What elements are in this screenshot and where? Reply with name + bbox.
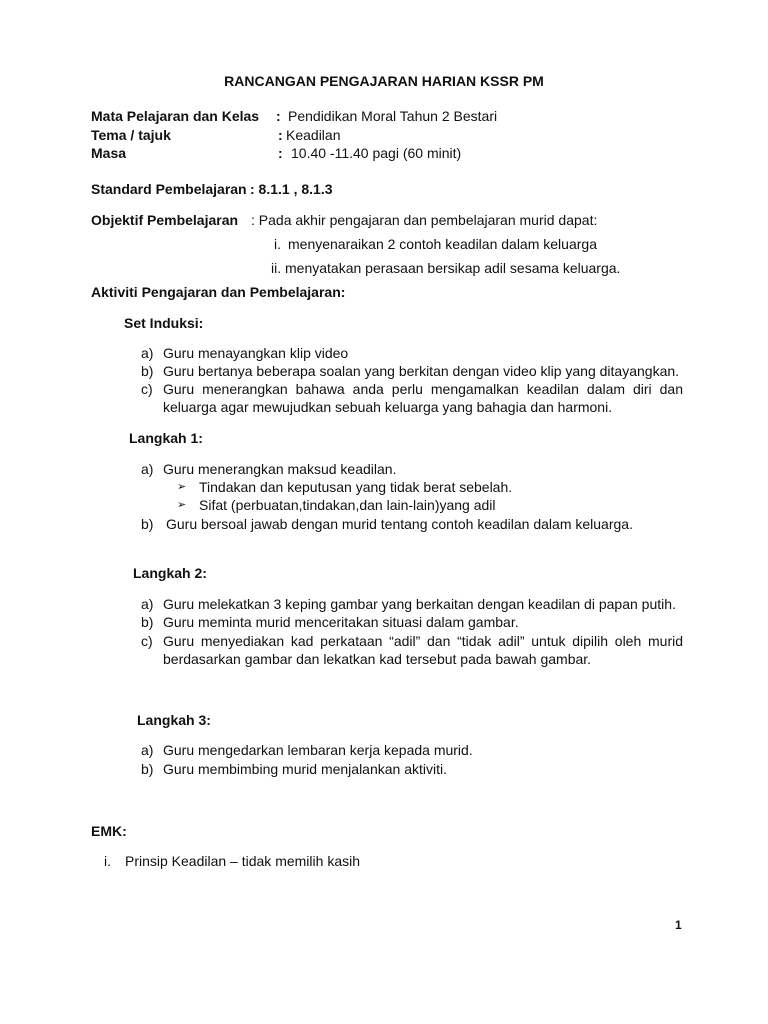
arrow-bullet-icon: ➢ bbox=[177, 481, 187, 493]
objective-item-mark: ii. bbox=[271, 260, 282, 276]
info-colon-subject: : bbox=[276, 108, 281, 124]
list-item: Guru melekatkan 3 keping gambar yang berkaitan dengan keadilan di papan putih. bbox=[163, 596, 676, 612]
list-item-line: berdasarkan gambar dan lekatkan kad tersebut pada bawah gambar. bbox=[163, 651, 592, 667]
objective-intro: : Pada akhir pengajaran dan pembelajaran murid dapat: bbox=[251, 212, 598, 228]
step3-heading: Langkah 3: bbox=[137, 712, 211, 728]
list-item: Guru menerangkan maksud keadilan. bbox=[163, 461, 397, 477]
info-value-time: 10.40 -11.40 pagi (60 minit) bbox=[291, 145, 462, 161]
list-marker: a) bbox=[141, 742, 154, 758]
list-item: Guru mengedarkan lembaran kerja kepada murid. bbox=[163, 742, 473, 758]
bullet-item: Tindakan dan keputusan yang tidak berat sebelah. bbox=[199, 479, 513, 495]
list-item: Guru bertanya beberapa soalan yang berkitan dengan video klip yang ditayangkan. bbox=[163, 363, 680, 379]
list-marker: b) bbox=[141, 761, 154, 777]
standard-label: Standard Pembelajaran bbox=[91, 181, 247, 197]
list-marker: c) bbox=[141, 633, 153, 649]
set-induksi-heading: Set Induksi: bbox=[124, 315, 204, 331]
list-item: Guru membimbing murid menjalankan aktiviti. bbox=[163, 761, 447, 777]
page-number: 1 bbox=[675, 918, 682, 932]
list-item: Guru menayangkan klip video bbox=[163, 345, 349, 361]
list-marker: b) bbox=[141, 516, 154, 532]
list-marker: b) bbox=[141, 363, 154, 379]
list-item: Guru bersoal jawab dengan murid tentang contoh keadilan dalam keluarga. bbox=[166, 516, 633, 532]
objective-item-text: menyenaraikan 2 contoh keadilan dalam keluarga bbox=[288, 236, 597, 252]
objective-item-text: menyatakan perasaan bersikap adil sesama keluarga. bbox=[285, 260, 621, 276]
list-item: Guru meminta murid menceritakan situasi dalam gambar. bbox=[163, 614, 519, 630]
standard-value: : 8.1.1 , 8.1.3 bbox=[250, 181, 333, 197]
list-item-line: keluarga agar mewujudkan sebuah keluarga yang bahagia dan harmoni. bbox=[163, 399, 613, 415]
objective-label: Objektif Pembelajaran bbox=[91, 212, 239, 228]
list-marker: c) bbox=[141, 381, 153, 397]
list-marker: b) bbox=[141, 614, 154, 630]
step2-heading: Langkah 2: bbox=[133, 565, 207, 581]
info-colon-time: : bbox=[278, 145, 283, 161]
list-marker: a) bbox=[141, 461, 154, 477]
step1-heading: Langkah 1: bbox=[129, 430, 203, 446]
bullet-item: Sifat (perbuatan,tindakan,dan lain-lain)yang adil bbox=[199, 497, 496, 513]
emk-heading: EMK: bbox=[91, 823, 127, 839]
info-value-subject: Pendidikan Moral Tahun 2 Bestari bbox=[288, 108, 498, 124]
arrow-bullet-icon: ➢ bbox=[177, 499, 187, 511]
info-label-subject: Mata Pelajaran dan Kelas bbox=[91, 108, 260, 124]
info-value-theme: Keadilan bbox=[286, 127, 341, 143]
list-item-line: Guru menerangkan bahawa anda perlu mengamalkan keadilan dalam diri dan bbox=[163, 381, 683, 397]
list-marker: a) bbox=[141, 596, 154, 612]
info-label-time: Masa bbox=[91, 145, 127, 161]
list-item: Prinsip Keadilan – tidak memilih kasih bbox=[125, 853, 360, 869]
info-colon-theme: : bbox=[278, 127, 283, 143]
document-title: RANCANGAN PENGAJARAN HARIAN KSSR PM bbox=[224, 73, 544, 89]
activities-heading: Aktiviti Pengajaran dan Pembelajaran: bbox=[91, 284, 346, 300]
list-marker: i. bbox=[104, 853, 111, 869]
list-marker: a) bbox=[141, 345, 154, 361]
list-item-line: Guru menyediakan kad perkataan “adil” dan “tidak adil” untuk dipilih oleh murid bbox=[163, 633, 683, 649]
info-label-theme: Tema / tajuk bbox=[91, 127, 171, 143]
objective-item-mark: i. bbox=[274, 236, 281, 252]
